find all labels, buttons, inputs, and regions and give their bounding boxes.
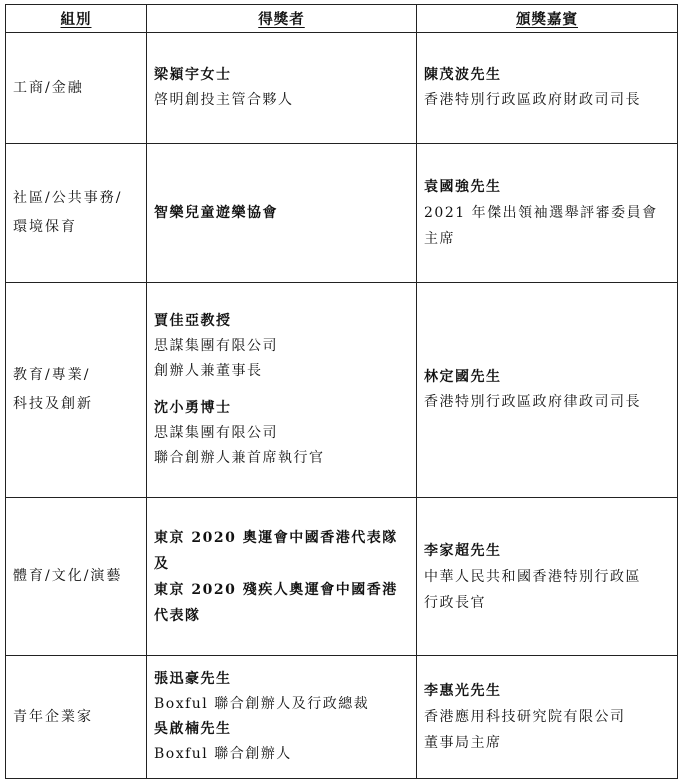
recipient-title: Boxful 聯合創辦人 xyxy=(154,746,292,762)
group-label: 工商/金融 xyxy=(13,79,84,96)
recipient-name: 張迅豪先生 xyxy=(154,671,232,687)
recipient-cell xyxy=(147,283,417,498)
recipient-name: 東京 2020 奧運會中國香港代表隊 xyxy=(154,529,398,546)
presenter-name: 李惠光先生 xyxy=(424,683,502,699)
recipient-name: 沈小勇博士 xyxy=(154,400,232,416)
recipient-name: 及 xyxy=(154,555,170,572)
recipient-title: 思謀集團有限公司 xyxy=(154,425,278,441)
header-presenter: 頒獎嘉賓 xyxy=(417,5,678,33)
awards-table xyxy=(5,4,678,779)
recipient-title: 創辦人兼董事長 xyxy=(154,363,263,379)
table-row xyxy=(6,144,678,283)
table-row xyxy=(6,33,678,144)
presenter-cell xyxy=(417,33,678,144)
presenter-cell xyxy=(417,283,678,498)
group-label: 體育/文化/演藝 xyxy=(13,568,123,584)
recipient-title: 啓明創投主管合夥人 xyxy=(154,92,294,108)
presenter-title: 香港特別行政區政府財政司司長 xyxy=(424,92,641,108)
recipient-name: 賈佳亞教授 xyxy=(154,313,232,329)
presenter-name: 李家超先生 xyxy=(424,542,502,559)
recipient-cell xyxy=(147,144,417,283)
table-row xyxy=(6,283,678,498)
presenter-title: 中華人民共和國香港特別行政區 xyxy=(424,568,641,585)
group-label: 社區/公共事務/ xyxy=(13,190,123,206)
recipient-cell xyxy=(147,498,417,656)
presenter-name: 林定國先生 xyxy=(424,369,502,385)
group-label: 教育/專業/ xyxy=(13,367,91,383)
header-recipient: 得獎者 xyxy=(147,5,417,33)
group-cell xyxy=(6,33,147,144)
group-label: 科技及創新 xyxy=(13,396,93,412)
group-cell xyxy=(6,283,147,498)
recipient-name: 代表隊 xyxy=(154,607,201,624)
recipient-cell xyxy=(147,656,417,779)
header-group: 組別 xyxy=(6,5,147,33)
group-cell xyxy=(6,144,147,283)
group-label: 青年企業家 xyxy=(13,708,93,725)
presenter-title: 董事局主席 xyxy=(424,735,502,751)
presenter-name: 陳茂波先生 xyxy=(424,67,502,83)
presenter-name: 袁國強先生 xyxy=(424,178,502,195)
group-label: 環境保育 xyxy=(13,219,77,235)
presenter-title: 香港特別行政區政府律政司司長 xyxy=(424,394,641,410)
recipient-cell xyxy=(147,33,417,144)
recipient-name: 吳啟楠先生 xyxy=(154,721,232,737)
presenter-title: 2021 年傑出領袖選舉評審委員會 xyxy=(424,204,658,221)
group-cell xyxy=(6,498,147,656)
recipient-name: 智樂兒童遊樂協會 xyxy=(154,204,278,221)
recipient-title: 思謀集團有限公司 xyxy=(154,338,278,354)
recipient-name: 梁潁宇女士 xyxy=(154,67,232,83)
presenter-cell xyxy=(417,656,678,779)
recipient-title: Boxful 聯合創辦人及行政總裁 xyxy=(154,696,370,712)
header-row xyxy=(6,5,678,33)
presenter-cell xyxy=(417,144,678,283)
presenter-title: 行政長官 xyxy=(424,594,486,611)
group-cell xyxy=(6,656,147,779)
recipient-title: 聯合創辦人兼首席執行官 xyxy=(154,450,325,466)
recipient-name: 東京 2020 殘疾人奧運會中國香港 xyxy=(154,581,398,598)
table-row xyxy=(6,498,678,656)
presenter-cell xyxy=(417,498,678,656)
presenter-title: 香港應用科技研究院有限公司 xyxy=(424,709,626,725)
presenter-title: 主席 xyxy=(424,230,455,247)
table-row xyxy=(6,656,678,779)
